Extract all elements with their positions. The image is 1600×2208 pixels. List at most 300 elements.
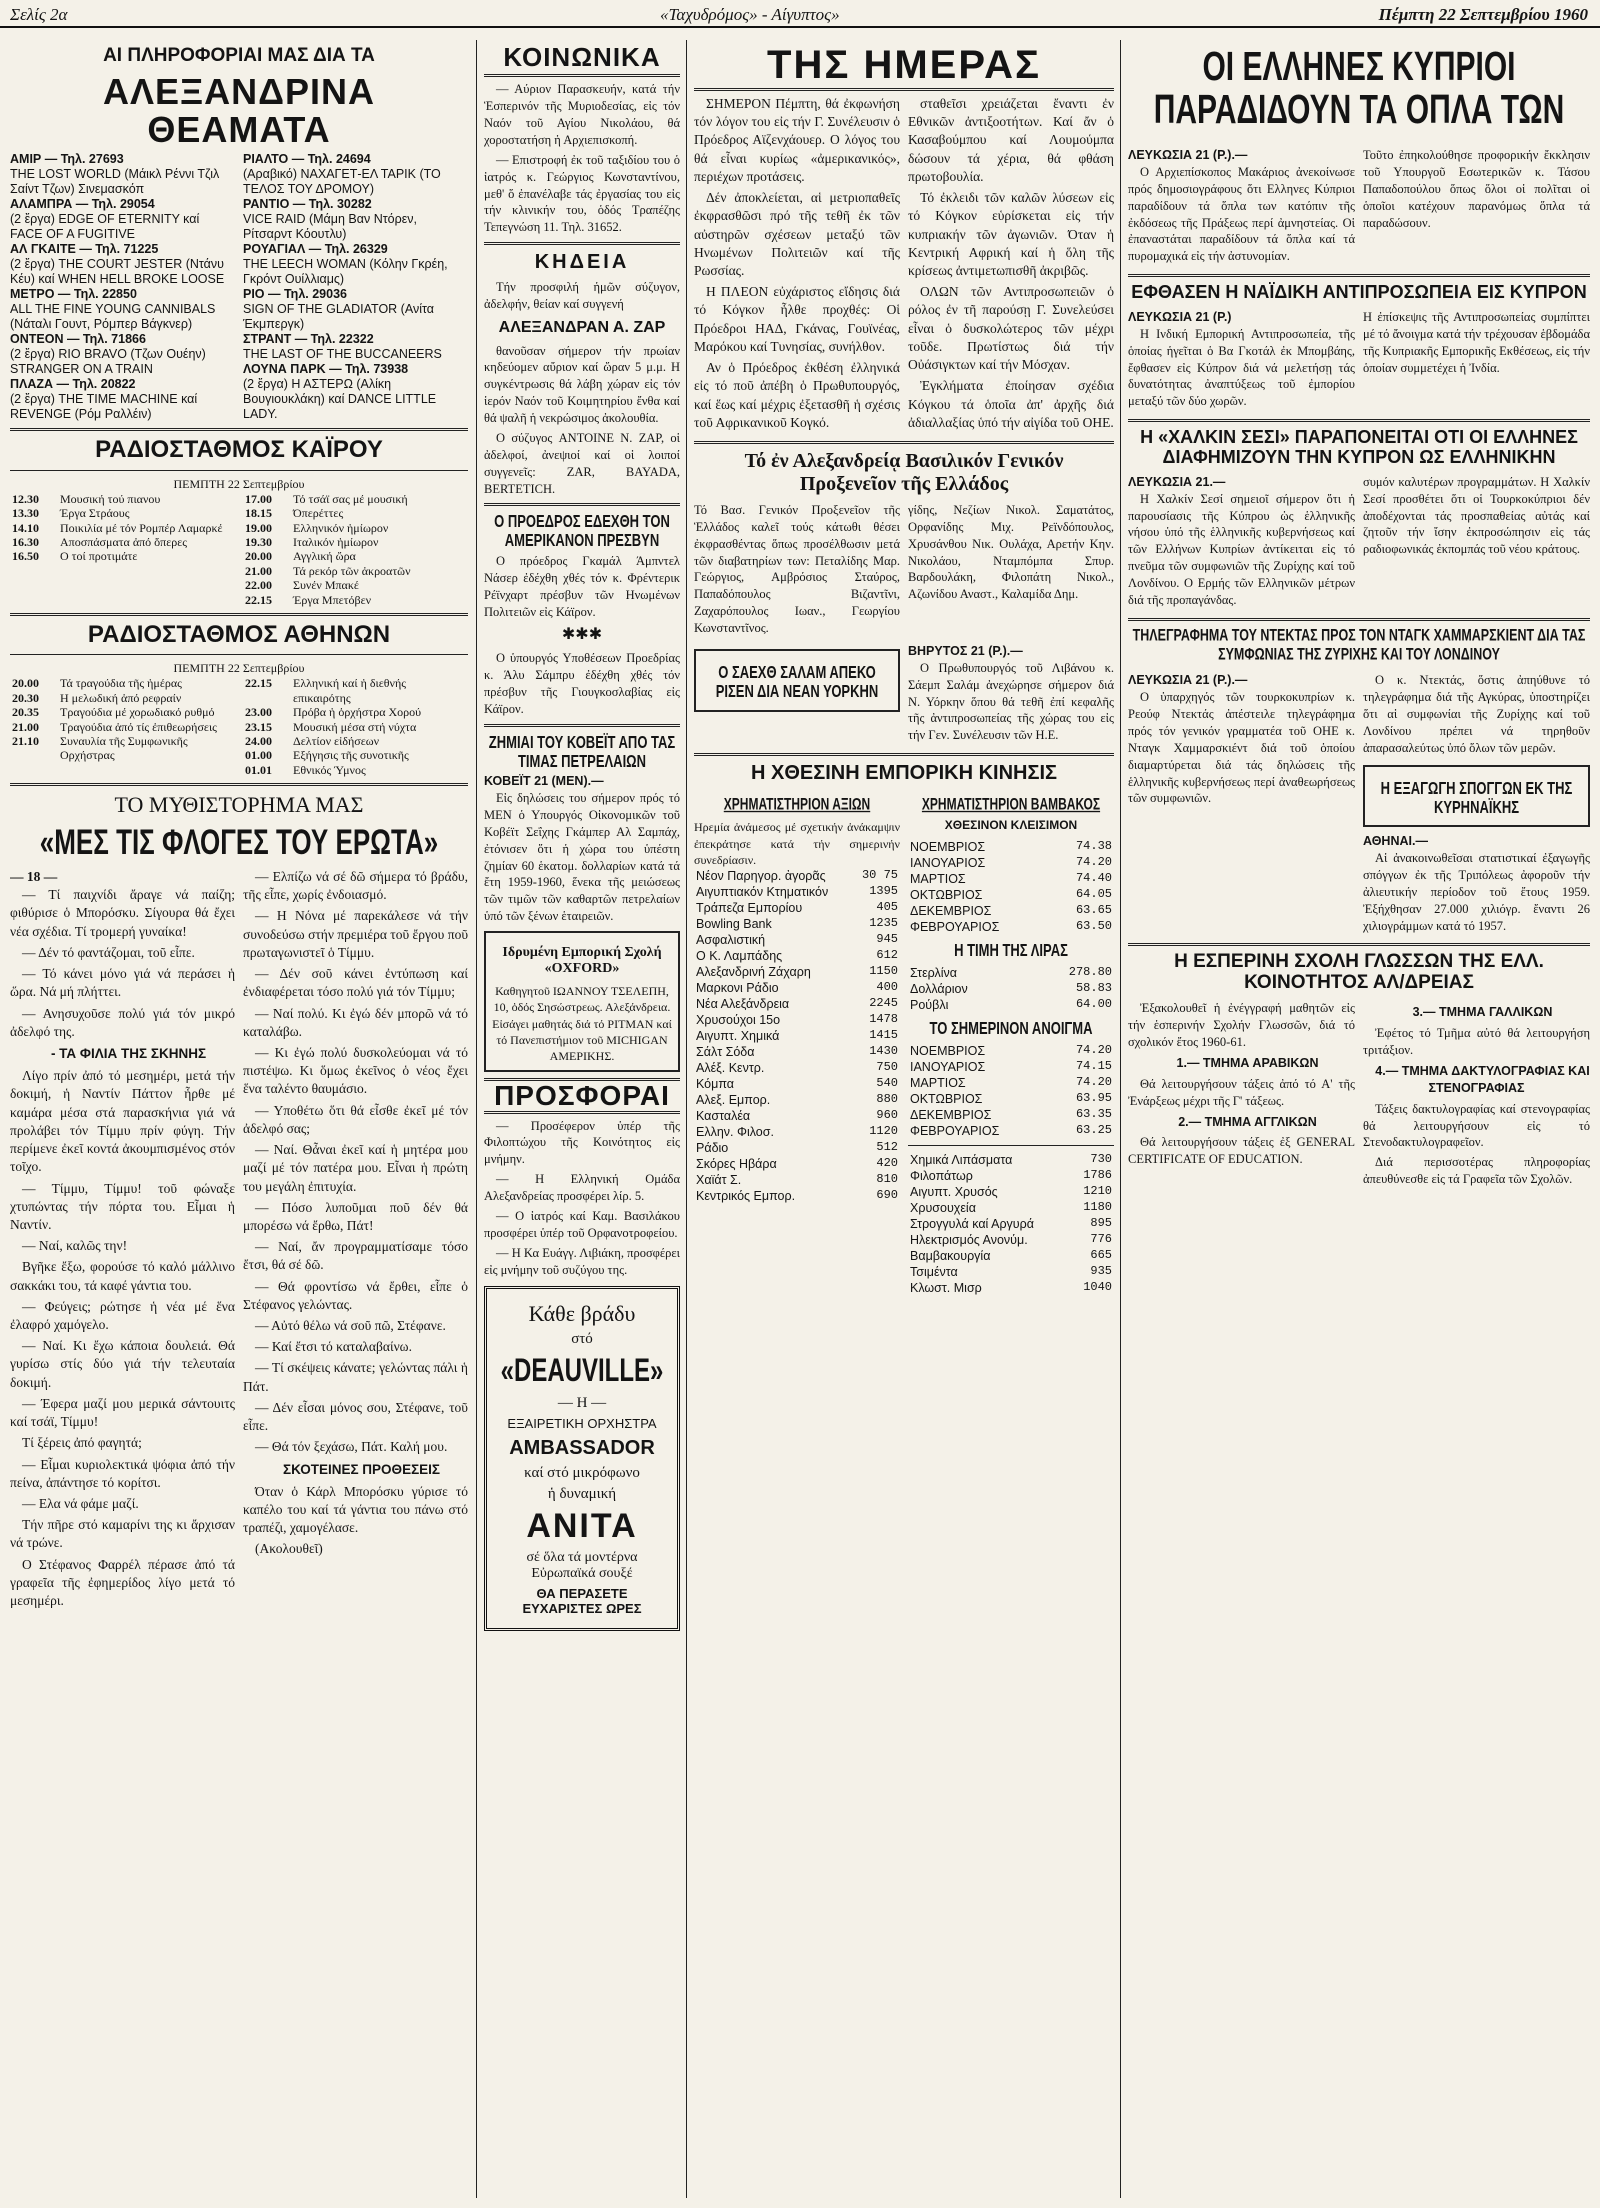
cinema-list-right [243, 152, 468, 422]
deauville-ad [484, 1286, 680, 1630]
stock-row-cell: Χαϊάτ Σ. [696, 1172, 742, 1187]
divider [10, 783, 468, 786]
radio-row [243, 734, 468, 748]
funeral-text: θανοῦσαν σήμερον τήν πρωίαν κηδεύομεν αὔριον καί ὥραν 5 μ.μ. Η συγκέντρωσις θά λάβη χώραν εἰς τόν ἱερόν Ναόν τοῦ Κοιμητηρίου ἔνθα καί θά ψαλῆ ἡ νεκρώσιμος ἀκολουθία. [484, 343, 680, 426]
social-item: — Αύριον Παρασκευήν, κατά τήν Ἑσπερινόν τῆς Μυριοδεσίας, εἰς τόν Ναόν τοῦ Αγίου Νικολάου, θά χοροστατήση ἡ Αρχιεπισκοπή. [484, 82, 680, 147]
offer-item: — Ο ἰατρός καί Καμ. Βασιλάκου προσφέρει ὑπέρ τοῦ Ορφανοτροφείου. [484, 1208, 680, 1240]
fuel-article [484, 773, 680, 925]
open-row-cell: 74.15 [1075, 1059, 1112, 1074]
day-paragraph: Τό ἐκλειδι τῶν καλῶν λύσεων εἰς τό Κόγκον εὑρίσκεται εἰς τήν κυπριακήν τῶν ἀγωνιῶν. Όταν ἡ Κεντρική Αφρική καί ἡ ὅλη τῆς κρίσεως ἀντιμετωπισθῆ ἀκριβῶς. [908, 190, 1114, 278]
stock-row [694, 868, 900, 884]
evening-right [1363, 1000, 1590, 1191]
funeral-family: Ο σύζυγος ANTOINE Ν. ΖΑΡ, οἱ ἀδελφοί, ἀνεψιοί καί οἱ λοιποί συγγενεῖς: ZAR, BAYADA, BERTETICH. [484, 430, 680, 496]
security-row-cell: Κλωστ. Μισρ [910, 1281, 982, 1296]
consulate-notice [694, 502, 1114, 637]
radio-row [10, 535, 235, 549]
radio-row-cell: Αγγλική ὥρα [293, 549, 356, 564]
stock-row-cell: Νέον Παρηγορ. ἀγορᾶς [696, 868, 826, 883]
stock-row-cell: Ο Κ. Λαμπάδης [696, 948, 783, 963]
radio-row-cell: Δελτίον εἰδήσεων [293, 733, 380, 748]
cinema-listings [10, 152, 468, 422]
cotton-title: ΧΡΗΜΑΤΙΣΤΗΡΙΟΝ ΒΑΜΒΑΚΟΣ [921, 794, 1101, 814]
novel-paragraph: — Ναί, ἄν προγραμματίσαμε τόσο ἔτσι, θά σέ δῶ. [243, 1239, 468, 1273]
telegram-right: Ο κ. Ντεκτάς, ὅστις ἀπηύθυνε τό τηλεγράφημα διά τῆς Αγκύρας, ὑποστηρίζει ὅτι αἱ συμφωνίαι τῆς Ζυρίχης καί τοῦ Λονδίνου πρέπει νά τηρηθοῦν ἀπαρασαλεύτως ὑπό ὅλων τῶν μερῶν. [1363, 673, 1590, 755]
school-title: Ιδρυμένη Εμπορική Σχολή «OXFORD» [502, 945, 662, 977]
security-row-cell: Αιγυπτ. Χρυσός [910, 1185, 998, 1200]
radio-row [10, 705, 235, 719]
radio-row-cell: Ελληνικόν ἡμίωρον [293, 520, 389, 535]
pound-title: Η ΤΙΜΗ ΤΗΣ ΛΙΡΑΣ [954, 939, 1068, 960]
day-paragraph: ΣΗΜΕΡΟΝ Πέμπτη, θά ἐκφωνήση τόν λόγον του εἰς τήν Γ. Συνέλευσιν ὁ Πρόεδρος Αϊζενχάουερ. Ο λόγος του θά εἶναι κυρίως «ἀμερικανικός», περιέχων προτάσεις. [694, 96, 900, 184]
pound-row-cell: Δολλάριον [910, 981, 968, 996]
sponges-box [1363, 765, 1590, 828]
radio-row-cell: Μουσική τού πιανου [60, 491, 161, 506]
cinema-entry: (2 ἔργα) THE COURT JESTER (Ντάνυ Κέυ) καί WHEN HELL BROKE LOOSE [10, 257, 225, 287]
novel-paragraph: Τί ξέρεις ἀπό φαγητά; [22, 1435, 142, 1451]
stock-row-cell: Αλέξ. Κεντρ. [696, 1060, 765, 1075]
mission-article [1128, 309, 1590, 413]
radio-row [243, 549, 468, 563]
security-row [908, 1280, 1114, 1296]
radio-row-cell: 23.15 [245, 719, 272, 734]
sahab-article [908, 643, 1114, 747]
cinema-entry: ΑΜΙΡ — Τηλ. 27693 [10, 152, 124, 167]
open-row-cell: ΔΕΚΕΜΒΡΙΟΣ [910, 1108, 992, 1123]
radio-row-cell: 19.00 [245, 520, 272, 535]
novel-paragraph: Τήν πῆρε στό καμαρίνι της κι ἄρχισαν νά τρώνε. [10, 1517, 235, 1551]
security-row-cell: 895 [1090, 1216, 1112, 1231]
stock-row-cell: Τράπεζα Εμπορίου [696, 900, 803, 915]
security-row-cell: Χρυσουχεία [910, 1201, 976, 1216]
stock-row-cell: 1415 [869, 1028, 898, 1043]
security-row-cell: Τσιμέντα [910, 1265, 958, 1280]
cotton-row [908, 839, 1114, 855]
radio-row-cell: 14.10 [12, 520, 39, 535]
novel-paragraph: — Ναί, καλῶς την! [22, 1238, 128, 1254]
ad-exceptional: ΕΞΑΙΡΕΤΙΚΗ ΟΡΧΗΣΤΡΑ [507, 1415, 657, 1431]
divider [10, 428, 468, 431]
novel-paragraph: — Φεύγεις; ρώτησε ἡ νέα μέ ἕνα ἐλαφρό χαμόγελο. [10, 1298, 235, 1333]
cinema-entry: ΠΛΑΖΑ — Τηλ. 20822 [10, 377, 136, 392]
star-ornament: ✱✱✱ [561, 626, 603, 644]
stock-row [694, 1124, 900, 1140]
radio-row-cell: 22.15 [245, 676, 272, 691]
radio-row [243, 763, 468, 777]
column-cyprus [1128, 40, 1590, 2198]
offers-items [484, 1118, 680, 1279]
radio-athens-title: ΡΑΔΙΟΣΤΑΘΜΟΣ ΑΘΗΝΩΝ [87, 621, 391, 648]
security-row [908, 1264, 1114, 1280]
funeral-notice [484, 279, 680, 497]
novel-paragraph: — Κι ἐγώ πολύ δυσκολεύομαι νά τό πιστέψω. Κι ὅμως ἐκεῖνος ὁ νέος ἔχει ἕνα ταλέντο θαυμάσιο. [243, 1044, 468, 1097]
stock-row [694, 980, 900, 996]
radio-cairo-table-right [243, 492, 468, 607]
ad-every: Κάθε βράδυ [528, 1301, 636, 1327]
novel-paragraph: — Τί παιχνίδι ἄραγε νά παίζη; φιθύρισε ὁ Μπορόσκυ. Σίγουρα θά ἔχει νέα σχέδια. Τί τρομερή γυναίκα! [10, 887, 235, 939]
security-row [908, 1200, 1114, 1216]
social-title: ΚΟΙΝΩΝΙΚΑ [484, 44, 680, 77]
novel-paragraph: — Θά φροντίσω νά ἔρθει, εἶπε ὁ Στέφανος γελώντας. [243, 1278, 468, 1312]
cotton-row [908, 903, 1114, 919]
stock-row-cell: 2245 [869, 996, 898, 1011]
column-social [484, 40, 680, 2198]
open-row-cell: ΙΑΝΟΥΑΡΙΟΣ [910, 1060, 986, 1075]
radio-row-cell: Τραγούδια μέ χορωδιακό ρυθμό [60, 705, 215, 720]
security-row-cell: Χημικά Λιπάσματα [910, 1153, 1013, 1168]
stock-row-cell: 960 [876, 1108, 898, 1123]
issue-date: Πέμπτη 22 Σεπτεμβρίου 1960 [1378, 5, 1588, 24]
radio-row [243, 535, 468, 549]
pound-row [908, 997, 1114, 1013]
mission-dateline: ΛΕΥΚΩΣΙΑ 21 (Ρ.) [1128, 309, 1232, 324]
cinema-entry: ΡΙΑΛΤΟ — Τηλ. 24694 [243, 152, 371, 167]
radio-row-cell: Συναυλία τῆς Συμφωνικῆς Ορχήστρας [60, 733, 188, 763]
radio-row-cell: 20.00 [245, 549, 272, 564]
radio-row-cell: 19.30 [245, 535, 272, 550]
cinema-entry: ΛΟΥΝΑ ΠΑΡΚ — Τηλ. 73938 [243, 362, 409, 377]
today-open-table [908, 1043, 1114, 1139]
novel-paragraph: Λίγο πρίν ἀπό τό μεσημέρι, μετά τήν δοκιμή, ἡ Ναντίν Πάττον ἦρθε μέ καμάρα μέσα στά παρασκήνια γιά νά προλάβει τόν Τίμμυ πρίν φύγη. Τήν περίμενε ἐκεῖ κοντά ἀκουμπισμένος στόν τοῖχο. [10, 1068, 235, 1175]
cotton-row [908, 919, 1114, 935]
fuel-text: Εἰς δηλώσεις του σήμερον πρός τό ΜΕΝ ὁ Υπουργός Οἰκονομικῶν τοῦ Κοβέϊτ Σεΐχης Γκάμπερ Αλ Σαμπάχ, ἐτόνισεν ὅτι ἡ χώρα του ὑπέστη ζημίαν 60 ἑκατομ. δολλαρίων κατά τά ἔτη 1959-1960, ἕνεκα τῆς μειώσεως τῶν τιμῶν τῶν καθαρτῶν πετρελαίων ὑπό τῶν ξένων ἑταιρειῶν. [484, 791, 680, 924]
cotton-row-cell: ΙΑΝΟΥΑΡΙΟΣ [910, 855, 986, 870]
radio-row [243, 578, 468, 592]
securities-table [908, 1152, 1114, 1296]
ad-and: καί στό μικρόφωνο [524, 1464, 640, 1481]
president-title: Ο ΠΡΟΕΔΡΟΣ ΕΔΕΧΘΗ ΤΟΝ ΑΜΕΡΙΚΑΝΟΝ ΠΡΕΣΒΥΝ [494, 511, 670, 551]
column-separator [476, 40, 477, 2198]
radio-row-cell: 22.15 [245, 592, 272, 607]
security-row-cell: 1210 [1083, 1184, 1112, 1199]
stock-row [694, 916, 900, 932]
stock-row [694, 884, 900, 900]
stock-row [694, 1076, 900, 1092]
novel-paragraph: — Πόσο λυποῦμαι ποῦ δέν θά μπορέσω νά ἔρθω, Πάτ! [243, 1199, 468, 1233]
novel-title: «ΜΕΣ ΤΙΣ ΦΛΟΓΕΣ ΤΟΥ ΕΡΩΤΑ» [39, 822, 439, 863]
cotton-row-cell: 63.65 [1075, 902, 1112, 917]
stock-row-cell: Αιγυπτιακόν Κτηματικόν [696, 884, 829, 899]
ad-venue: «DEAUVILLE» [500, 1353, 664, 1390]
security-row-cell: 730 [1090, 1152, 1112, 1167]
security-row-cell: 776 [1090, 1232, 1112, 1247]
novel-paragraph: — Ελα νά φάμε μαζί. [22, 1496, 139, 1512]
cinema-entry: VICE RAID (Μάμη Βαν Ντόρεν, Ρίτσαρντ Κόουτλυ) [243, 212, 418, 242]
radio-row-cell: Ποικιλία μέ τόν Ρομπέρ Λαμαρκέ [60, 520, 223, 535]
open-row-cell: 63.35 [1075, 1107, 1112, 1122]
page-number: Σελίς 2α [10, 5, 68, 24]
open-row-cell: ΜΑΡΤΙΟΣ [910, 1076, 966, 1091]
consulate-left: Τό Βασ. Γενικόν Προξενεῖον τῆς Ἑλλάδος καλεῖ τούς κάτωθι θέσει ἐκφρασθέντας ὅπως προσέλθωσιν μετά τῶν διαβατηρίων των: Πεταλίδης Μαρ. Γεώργιος, Αμβρόσιος Σταύρος, Παπαδόπουλος Βιζαντῖνι, Ζαχαρόπουλος Ιωαν., Γεωργίου Κωνσταντῖνος. [694, 502, 900, 636]
open-row [908, 1123, 1114, 1139]
radio-athens-schedule [10, 676, 468, 777]
cinema-entry: THE LOST WORLD (Μάικλ Ρέννι Τζιλ Σαίντ Τζων) Σινεμασκόπ [10, 167, 220, 197]
halki-left-col [1128, 474, 1355, 612]
novel-paragraph: — Δέν σοῦ κάνει ἐντύπωση καί ἐνδιαφέρεται τόσο πολύ γιά τόν Τίμμυ; [243, 966, 468, 1000]
minister-text: Ο ὑπουργός Υποθέσεων Προεδρίας κ. Άλυ Σάμπρυ ἐδέχθη χθές τόν πρέσβυν τῆς Γιουγκοσλαβίας εἰς Κάϊρον. [484, 651, 680, 716]
open-row [908, 1043, 1114, 1059]
radio-row [243, 564, 468, 578]
day-paragraph: Ἐγκλήματα ἐποίησαν σχέδια Κόγκου τά ὁποῖα ἀπ' ἀρχῆς διά ἀδιαλλαξίας ὑπό τήν αἰγίδα τοῦ ΟΗΕ. [908, 378, 1114, 430]
cotton-row-cell: ΝΟΕΜΒΡΙΟΣ [910, 839, 986, 854]
radio-row-cell: Όπερέττες [293, 506, 344, 521]
halki-article [1128, 474, 1590, 612]
cinema-entry: ΑΛ ΓΚΑΙΤΕ — Τηλ. 71225 [10, 242, 159, 257]
novel-text [10, 868, 468, 1613]
stock-row-cell: Ελλην. Φιλοσ. [696, 1124, 774, 1139]
open-row-cell: ΟΚΤΩΒΡΙΟΣ [910, 1092, 983, 1107]
stock-row [694, 1060, 900, 1076]
stock-row-cell: 1235 [869, 916, 898, 931]
cotton-panel [908, 790, 1114, 1296]
radio-row-cell: Ο τοί προτιμάτε [60, 549, 138, 564]
security-row-cell: Φιλοπάτωρ [910, 1169, 973, 1184]
mission-right: Η ἐπίσκεψις τῆς Αντιπροσωπείας συμπίπτει μέ τό ἄνοιγμα κατά τήν τρέχουσαν ἑβδομάδα τῆς Κυπριακῆς Εμπορικῆς Εκθέσεως, εἰς τήν ὁποίαν συμμετέχει ἡ Ἰνδία. [1363, 309, 1590, 375]
stock-row [694, 1092, 900, 1108]
novel-paragraph: — Ανησυχοῦσε πολύ γιά τόν μικρό ἀδελφό της. [10, 1005, 235, 1039]
security-row-cell: Ηλεκτρισμός Ανονύμ. [910, 1233, 1028, 1248]
evening-paragraph: 3.— ΤΜΗΜΑ ΓΑΛΛΙΚΩΝ [1412, 1005, 1553, 1020]
stock-row [694, 1012, 900, 1028]
radio-row-cell: Έργα Στράους [60, 506, 130, 521]
security-row-cell: Βαμβακουργία [910, 1249, 991, 1264]
pound-row-cell: Στερλίνα [910, 965, 958, 980]
commerce-title: Η ΧΘΕΣΙΝΗ ΕΜΠΟΡΙΚΗ ΚΙΝΗΣΙΣ [750, 762, 1058, 785]
novel-paragraph: — Η Νόνα μέ παρεκάλεσε νά τήν συνοδεύσω στήν πρεμιέρα τοῦ ἔργου ποῦ πρωταγωνιστεῖ ὁ Τίμμυ. [243, 908, 468, 960]
radio-row-cell: Η μελωδική ἀπό ρεφραίν [60, 690, 182, 705]
day-column-left [694, 95, 900, 435]
stock-row-cell: 540 [876, 1076, 898, 1091]
newspaper-name: «Ταχυδρόμος» - Αίγυπτος» [660, 5, 840, 24]
mission-left: Η Ινδική Εμπορική Αντιπροσωπεία, τῆς ὁποίας ἡγεῖται ὁ Βα Γκοτάλ ἐκ Μπομβάης, ἔφθασεν εἰς Κύπρον διά νά μελετήσῃ τάς δυνατότητας ἀναπτύξεως τοῦ ἐμπορίου μεταξύ τῶν δύο χωρῶν. [1128, 326, 1355, 409]
cotton-row-cell: 74.38 [1075, 838, 1112, 853]
mission-title: ΕΦΘΑΣΕΝ Η ΝΑΪΔΙΚΗ ΑΝΤΙΠΡΟΣΩΠΕΙΑ ΕΙΣ ΚΥΠΡΟΝ [1131, 282, 1587, 303]
novel-paragraph: Ο Στέφανος Φαρρέλ πέρασε ἀπό τά γραφεῖα τῆς ἐφημερίδος λίγο μετά τό μεσημέρι. [10, 1556, 235, 1609]
cinema-entry: THE LEECH WOMAN (Κόλην Γκρέη, Γκρόντ Ουίλλιαμς) [243, 257, 448, 287]
radio-row-cell: 01.00 [245, 748, 272, 763]
column-separator [686, 40, 687, 2198]
novel-paragraph: — Δέν εἶσαι μόνος σου, Στέφανε, τοῦ εἶπε. [243, 1399, 468, 1434]
radio-row-cell: 23.00 [245, 705, 272, 720]
divider [1128, 419, 1590, 422]
divider [10, 470, 468, 471]
novel-paragraph: — Εἶμαι κυριολεκτικά ψόφια ἀπό τήν πείνα, ἀπάντησε τό κορίτσι. [10, 1456, 235, 1490]
cotton-row-cell: ΜΑΡΤΙΟΣ [910, 871, 966, 886]
radio-row-cell: Τό τσάϊ σας μέ μουσική [293, 491, 408, 506]
stock-row-cell: 420 [876, 1156, 898, 1171]
stock-row [694, 1172, 900, 1188]
ad-dynamic: ἡ δυναμική [547, 1485, 617, 1502]
radio-row-cell: 17.00 [245, 491, 272, 506]
security-row [908, 1152, 1114, 1168]
divider [1128, 618, 1590, 621]
radio-row [243, 506, 468, 520]
novel-paragraph: Όταν ὁ Κάρλ Μπορόσκυ γύρισε τό καπέλο του καί τά γάντια του πάνω στό τραπέζι, χαμογέλασε. [243, 1483, 468, 1536]
security-row-cell: 935 [1090, 1264, 1112, 1279]
stock-row-cell: 405 [876, 900, 898, 915]
novel-paragraph: — Αὐτό θέλω νά σοῦ πῶ, Στέφανε. [255, 1318, 446, 1334]
stock-row [694, 1188, 900, 1204]
telegram-left-col [1128, 672, 1355, 937]
stock-row-cell: Αιγυπτ. Χημικά [696, 1028, 780, 1043]
divider [10, 654, 468, 655]
cotton-row-cell: 74.20 [1075, 854, 1112, 869]
sahab-title: Ο ΣΑΕΧΘ ΣΑΛΑΜ ΑΠΕΚΟ ΡΙΣΕΝ ΔΙΑ ΝΕΑΝ ΥΟΡΚΗΝ [715, 661, 879, 702]
stock-row [694, 996, 900, 1012]
divider [484, 242, 680, 245]
funeral-intro: Τήν προσφιλή ἡμῶν σύζυγον, ἀδελφήν, θείαν καί συγγενή [484, 280, 680, 312]
radio-row-cell: Εξήγησις τῆς συνοτικῆς [293, 748, 409, 763]
telegram-title: ΤΗΛΕΓΡΑΦΗΜΑ ΤΟΥ ΝΤΕΚΤΑΣ ΠΡΟΣ ΤΟΝ ΝΤΑΓΚ ΧΑΜΜΑΡΣΚΙΕΝΤ ΔΙΑ ΤΑΣ ΣΥΜΦΩΝΙΑΣ ΤΗΣ ΖΥΡΙΧΗΣ ΚΑΙ ΤΟΥ ΛΟΝΔΙΝΟΥ [1132, 625, 1586, 663]
radio-row [10, 506, 235, 520]
novel-paragraph: (Ακολουθεῖ) [255, 1541, 323, 1557]
stock-row-cell: Κεντρικός Εμπορ. [696, 1188, 796, 1203]
stock-row-cell: 750 [876, 1060, 898, 1075]
ad-songs: σέ ὅλα τά μοντέρνα Εὐρωπαϊκά σουξέ [526, 1549, 638, 1581]
novel-paragraph: — Υποθέτω ὅτι θά εἶσθε ἐκεῖ μέ τόν ἀδελφό σας; [243, 1102, 468, 1136]
radio-row-cell: 24.00 [245, 733, 272, 748]
cypriots-dateline: ΛΕΥΚΩΣΙΑ 21 (Ρ.).— [1128, 148, 1248, 162]
radio-row [243, 705, 468, 719]
security-row [908, 1248, 1114, 1264]
offer-item: — Προσέφερον ὑπέρ τῆς Φιλοπτώχου τῆς Κοινότητος εἰς μνήμην. [484, 1118, 680, 1167]
evening-article [1128, 1000, 1590, 1191]
stock-row-cell: 612 [876, 948, 898, 963]
sponges-text: Αἱ ἀνακοινωθεῖσαι στατιστικαί ἐξαγωγῆς σπόγγων ἐκ τῆς Τριπόλεως ἀφοροῦν τήν ἀλιευτικήν περίοδον τοῦ ἔτους 1959. Ἐξήχθησαν 27.000 χιλιόγρ. ἔναντι 26 χιλιογράμμων κατά τό 1957. [1363, 851, 1590, 933]
radio-row-cell: 20.00 [12, 676, 39, 691]
stocks-intro: Ηρεμία ἀνάμεσος μέ σχετικήν ἀνάκαμψιν ἐπεκράτησε κατά τήν σημερινήν συνεδρίασιν. [694, 820, 900, 867]
novel-paragraph: Βγῆκε ἔξω, φορούσε τό καλό μάλλινο σακκάκι του, τά καφέ γάντια του. [10, 1259, 235, 1293]
radio-row-cell: Ιταλικόν ἡμίωρον [293, 535, 379, 550]
novel-paragraph: - ΤΑ ΦΙΛΙΑ ΤΗΣ ΣΚΗΝΗΣ [50, 1045, 207, 1061]
stock-row-cell: Χρυσούχοι 15ο [696, 1012, 781, 1027]
stock-row-cell: Μαρκονι Ράδιο [696, 980, 779, 995]
masthead [0, 0, 1600, 30]
stocks-panel [694, 790, 900, 1296]
stocks-table [694, 868, 900, 1204]
sponges-title: Η ΕΞΑΓΩΓΗ ΣΠΟΓΓΩΝ ΕΚ ΤΗΣ ΚΥΡΗΝΑΪΚΗΣ [1380, 777, 1573, 817]
fuel-dateline: ΚΟΒΕΪΤ 21 (ΜΕΝ).— [484, 774, 604, 789]
pound-row-cell: 58.83 [1075, 981, 1112, 996]
novel-paragraph: — Τί σκέψεις κάνατε; γελώντας πάλι ἡ Πάτ. [243, 1360, 468, 1394]
security-row-cell: 1040 [1083, 1280, 1112, 1295]
radio-athens-table-right [243, 676, 468, 777]
novel-paragraph: — Τίμμυ, Τίμμυ! τοῦ φώναξε χτυπώντας τήν πόρτα του. Εἶμαι ἡ Ναντίν. [10, 1180, 235, 1232]
halki-right: συμόν καλυτέρων προγραμμάτων. Η Χαλκίν Σεσί προσθέτει ὅτι οἱ Τουρκοκύπριοι δέν ἀποδέχονται τάς προσπαθείας αὐτάς καί ζητοῦν τήν ἴσην ἐκπροσώπησιν εἰς τάς ραδιοφωνικάς ἐκπομπάς τοῦ νέου κράτους. [1363, 474, 1590, 557]
radio-row-cell: 16.30 [12, 535, 39, 550]
radio-row-cell: 20.30 [12, 690, 39, 705]
president-article [484, 553, 680, 718]
radio-row [243, 676, 468, 705]
pound-row [908, 981, 1114, 997]
ad-close: ΘΑ ΠΕΡΑΣΕΤΕ ΕΥΧΑΡΙΣΤΕΣ ΩΡΕΣ [522, 1585, 642, 1616]
stock-row-cell: Ασφαλιστική [696, 932, 766, 947]
radio-row-cell: Πρόβα ἡ ὀρχήστρα Χορού [293, 705, 422, 720]
open-row-cell: 63.95 [1075, 1091, 1112, 1106]
day-paragraph: Δέν ἀποκλείεται, αἱ μετριοπαθεῖς ἐκφρασθῶσι πρό τῆς τεθῆ ἐκ τῶν αὐστηρῶν σχέσεων μεταξύ τῶν Ηνωμένων Πολιτειῶν καί τῆς Ρωσσίας. [694, 190, 900, 278]
radio-row-cell: 21.10 [12, 733, 39, 748]
stock-row-cell: 512 [876, 1140, 898, 1155]
cinema-entry: ΡΑΝΤΙΟ — Τηλ. 30282 [243, 197, 372, 212]
cinema-list-left [10, 152, 235, 422]
cinema-entry: ΡΟΥΑΓΙΑΛ — Τηλ. 26329 [243, 242, 388, 257]
divider [694, 753, 1114, 756]
security-row [908, 1232, 1114, 1248]
day-column-right [908, 95, 1114, 435]
novel-paragraph: — Ναί. Κι ἔχω κάποια δουλειά. Θά γυρίσω στίς δύο γιά τήν τελευταία δοκιμή. [10, 1338, 235, 1390]
evening-paragraph: Ἐξακολουθεῖ ἡ ἐνέγγραφή μαθητῶν εἰς τήν ἑσπερινήν Σχολήν Γλωσσῶν, διά τό σχολικόν ἔτος 1960-61. [1128, 1001, 1355, 1050]
divider [694, 441, 1114, 444]
stocks-title: ΧΡΗΜΑΤΙΣΤΗΡΙΟΝ ΑΞΙΩΝ [723, 794, 871, 814]
radio-athens-date: ΠΕΜΠΤΗ 22 Σεπτεμβρίου [173, 661, 305, 676]
pound-row-cell: 278.80 [1068, 965, 1112, 980]
stock-row-cell: 400 [876, 980, 898, 995]
stock-row-cell: 30 75 [861, 868, 898, 883]
radio-row-cell: Τραγούδια ἀπό τίς ἐπιθεωρήσεις [60, 719, 217, 734]
pound-table [908, 965, 1114, 1013]
security-row-cell: 1180 [1083, 1200, 1112, 1215]
funeral-title: ΚΗΔΕΙΑ [534, 251, 630, 274]
ad-band: AMBASSADOR [509, 1436, 655, 1459]
masthead-rule [0, 26, 1600, 28]
pound-row-cell: 64.00 [1075, 997, 1112, 1012]
open-row-cell: ΦΕΒΡΟΥΑΡΙΟΣ [910, 1124, 1000, 1139]
cinema-entry: (2 ἔργα) Η ΑΣΤΕΡΩ (Αλίκη Βουγιουκλάκη) καί DANCE LITTLE LADY. [243, 377, 437, 422]
cinema-entry: (2 ἔργα) EDGE OF ETERNITY καί FACE OF A FUGITIVE [10, 212, 200, 242]
open-row [908, 1059, 1114, 1075]
cotton-sub: ΧΘΕΣΙΝΟΝ ΚΛΕΙΣΙΜΟΝ [944, 818, 1078, 833]
telegram-right-col [1363, 672, 1590, 937]
cotton-row-cell: ΔΕΚΕΜΒΡΙΟΣ [910, 903, 992, 918]
radio-row-cell: Τά τραγούδια τῆς ἡμέρας [60, 676, 182, 691]
novel-paragraph: — Ναί. Θἆναι ἐκεῖ καί ἡ μητέρα μου μαζί μέ τόν πατέρα μου. Εἶναι ἡ πρώτη του μεγάλη ἐπιτυχία. [243, 1142, 468, 1194]
stock-row-cell: 690 [876, 1188, 898, 1203]
evening-paragraph: Θά λειτουργήσουν τάξεις ἀπό τό Α' τῆς Ἐνάρξεως μέχρι τῆς Γ' τάξεως. [1128, 1076, 1355, 1108]
president-text: Ο πρόεδρος Γκαμάλ Άμπντελ Νάσερ ἐδέχθη χθές τόν κ. Φρέντερικ Ρέϊνχαρτ πρέσβυν τῶν Ηνωμένων Πολιτειῶν εἰς Κάϊρον. [484, 553, 680, 619]
radio-row [10, 521, 235, 535]
radio-row-cell: 21.00 [245, 563, 272, 578]
stock-row-cell: 1120 [869, 1124, 898, 1139]
novel-paragraph: — Έφερα μαζί μου μερικά σάντουιτς καί τσάϊ, Τίμμυ! [10, 1395, 235, 1430]
evening-paragraph: 4.— ΤΜΗΜΑ ΔΑΚΤΥΛΟΓΡΑΦΙΑΣ ΚΑΙ ΣΤΕΝΟΓΡΑΦΙΑΣ [1375, 1063, 1590, 1095]
stock-row-cell: Bowling Bank [696, 916, 772, 931]
stock-row-cell: Αλεξ. Εμπορ. [696, 1092, 771, 1107]
mission-left-col [1128, 309, 1355, 413]
radio-row-cell: 12.30 [12, 491, 39, 506]
radio-row-cell: Ελληνική καί ἡ διεθνής επικαιρότης [293, 676, 406, 705]
radio-row [10, 691, 235, 705]
cotton-table [908, 839, 1114, 935]
security-row [908, 1216, 1114, 1232]
radio-row-cell: 18.15 [245, 506, 272, 521]
day-title: ΤΗΣ ΗΜΕΡΑΣ [694, 44, 1114, 91]
stock-row-cell: Νέα Αλεξάνδρεια [696, 996, 790, 1011]
cotton-row [908, 871, 1114, 887]
cotton-row-cell: ΦΕΒΡΟΥΑΡΙΟΣ [910, 919, 1000, 934]
security-row-cell: 665 [1090, 1248, 1112, 1263]
fuel-title: ΖΗΜΙΑΙ ΤΟΥ ΚΟΒΕΪΤ ΑΠΟ ΤΑΣ ΤΙΜΑΣ ΠΕΤΡΕΛΑΙΩΝ [488, 731, 676, 771]
stock-row [694, 932, 900, 948]
open-row-cell: 74.20 [1075, 1043, 1112, 1058]
stock-row [694, 1044, 900, 1060]
radio-row [243, 593, 468, 607]
day-paragraph: σταθεῖσι χρειάζεται ἔναντι ἐν Εθνικῶν ἀντιξοοτήτων. Καί ἄν ὁ Κασαβούμπου καί Λουμούμπα δώσουν τά χέρια, θά φθάση πρωτοβουλία. [908, 96, 1114, 184]
cinema-entry: SIGN OF THE GLADIATOR (Ανίτα Έκμπεργκ) [243, 302, 434, 332]
radio-row [10, 549, 235, 563]
novel-column-left [10, 868, 235, 1613]
cinema-entry: ALL THE FINE YOUNG CANNIBALS (Νάταλι Γουντ, Ρόμπερ Βάγκνερ) [10, 302, 216, 332]
radio-athens-table-left [10, 676, 235, 762]
novel-paragraph: — Καί ἔτσι τό καταλαβαίνω. [255, 1339, 412, 1355]
